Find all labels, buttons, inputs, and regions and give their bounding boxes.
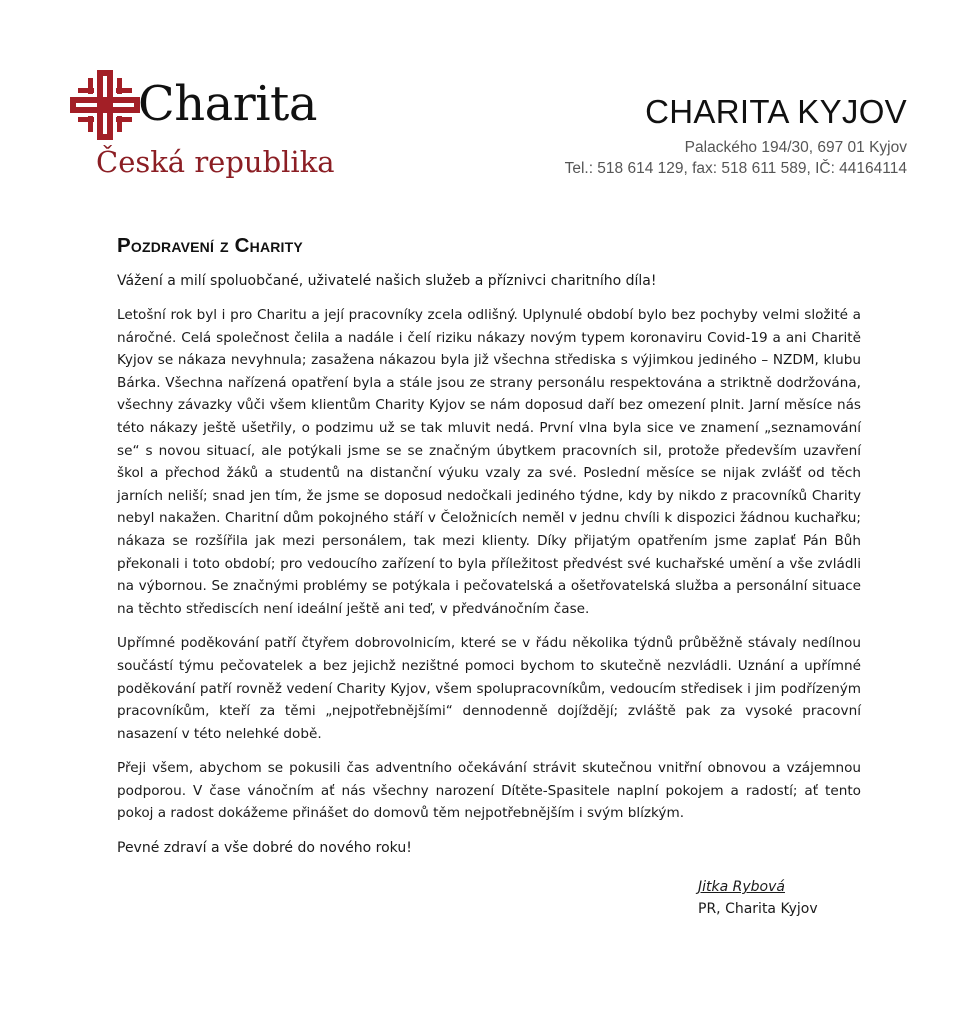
letter-paragraph: Upřímné poděkování patří čtyřem dobrovolnicím, které se v řádu několika týdnů průběžně stávaly nedílnou součástí týmu pečovatelek a bez jejichž nezištné pomoci bychom to skutečně nezvládli. Uznání a upřímné poděkování patří rovněž vedení Charity Kyjov, všem spolupracovníkům, vedoucím středisek i jim podřízeným pracovníkům, kteří za těmi „nejpotřebnějšími“ dennodenně dojíždějí; zvláště pak za vysoké pracovní nasazení v této nelehké době. (117, 635, 861, 742)
organization-header (565, 92, 907, 179)
letter-title: Pozdravení z Charity (117, 234, 303, 257)
organization-name: CHARITA KYJOV (645, 93, 907, 130)
organization-address: Palackého 194/30, 697 01 Kyjov (684, 139, 907, 156)
logo-wordmark: Charita (138, 76, 317, 132)
letter-body (117, 228, 861, 859)
organization-contact: Tel.: 518 614 129, fax: 518 611 589, IČ: 44164114 (564, 160, 907, 177)
letter-closing: Pevné zdraví a vše dobré do nového roku! (117, 840, 412, 857)
letter-paragraph: Letošní rok byl i pro Charitu a její pracovníky zcela odlišný. Uplynulé období bylo bez pochyby velmi složité a náročné. Celá společnost čelila a nadále i čelí riziku nákazy novým typem koronaviru Covid-19 a ani Charitě Kyjov se nákaza nevyhnula; zasažena nákazou byla již všechna střediska s výjimkou jediného – NZDM, klubu Bárka. Všechna nařízená opatření byla a stále jsou ze strany personálu respektována a striktně dodržována, všechny závazky vůči všem klientům Charity Kyjov se nám doposud daří bez omezení plnit. Jarní měsíce nás této nákazy ještě ušetřily, o podzimu už se tak mluvit nedá. První vlna byla sice ve znamení „seznamování se“ s novou situací, ale potýkali jsme se se značným úbytkem pracovních sil, protože především uzavření škol a přechod žáků a studentů na distanční výuku vzaly za své. Poslední měsíce se nijak zvlášť od těch jarních neliší; snad jen tím, že jsme se doposud nedočkali jediného týdne, kdy by nikdo z pracovníků Charity nebyl nakažen. Charitní dům pokojného stáří v Čeložnicích neměl v jednu chvíli k dispozici žádnou kuchařku; nákaza se rozšířila jak mezi personálem, tak mezi klienty. Díky přijatým opatřením jsme zaplať Pán Bůh překonali i toto období; pro vedoucího zařízení to byla příležitost předvést své kuchařské umění a vše zvládli na výbornou. Se značnými problémy se potýkala i pečovatelská a ošetřovatelská služba a personální situace na těchto střediscích není ideální ještě ani teď, v předvánočním čase. (117, 307, 861, 617)
charita-cross-icon (70, 70, 140, 140)
letter-paragraph: Přeji všem, abychom se pokusili čas adventního očekávání strávit skutečnou vnitřní obnovou a vzájemnou podporou. V čase vánočním ať nás všechny narození Dítěte-Spasitele naplní pokojem a radostí; ať tento pokoj a radost dokážeme přinášet do domovů těm nejpotřebnějším i svým blízkým. (117, 760, 861, 822)
logo-subtitle: Česká republika (96, 145, 335, 179)
letter-salutation: Vážení a milí spoluobčané, uživatelé našich služeb a příznivci charitního díla! (117, 273, 657, 289)
signature-role: PR, Charita Kyjov (698, 901, 818, 917)
signature-name: Jitka Rybová (698, 879, 785, 895)
charita-logo (70, 66, 360, 196)
signature-block (698, 876, 818, 920)
